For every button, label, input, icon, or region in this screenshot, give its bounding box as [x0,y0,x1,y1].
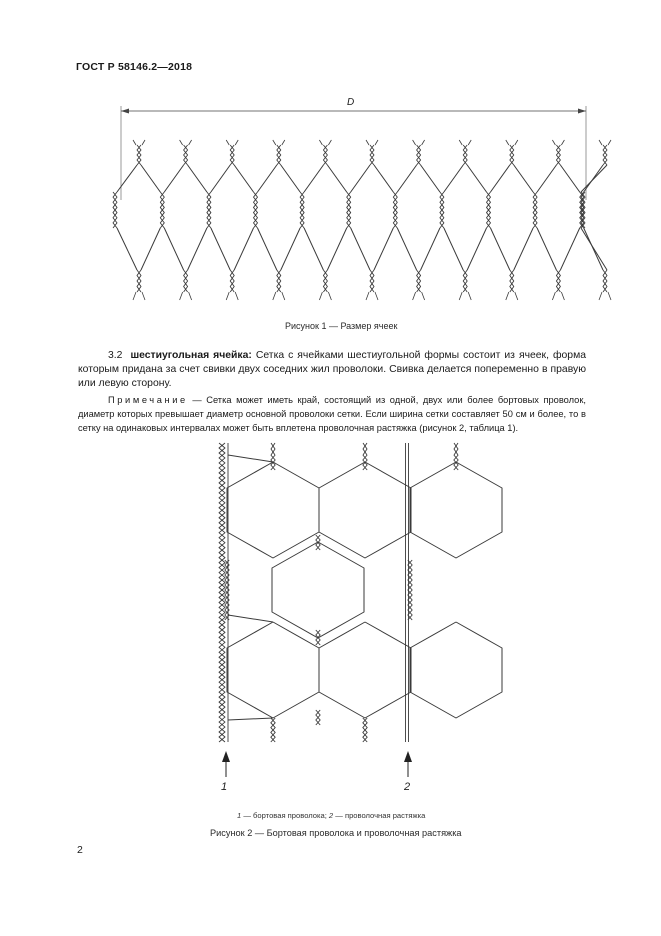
legend-num-1: 1 [237,811,242,820]
fig2-edge-link-2 [228,615,273,622]
arrow-2-head [404,751,412,762]
legend-num-2: 2 [328,811,334,820]
section-number: 3.2 [108,350,123,361]
fig2-top-twist-1-b [363,443,367,455]
term-hexagonal-cell: шестиугольная ячейка: [130,350,252,361]
legend-text-1: — бортовая проволока; [241,811,329,820]
dimension-label-d: D [347,97,355,108]
edge-wire-twist-b [219,443,225,742]
term-definition: Сетка с ячейками шестиугольной формы состоит из ячеек, форма которым придана за счет свивки двух соседних жил проволоки. Свивка делается попеременно в правую или левую сторону. [78,350,586,389]
arrow-label-1: 1 [221,781,228,793]
fig2-edge-link-3 [228,718,273,720]
document-header: ГОСТ Р 58146.2—2018 [76,61,193,73]
fig2-top-twist-2-b [454,443,458,455]
note-label: Примечание [108,395,188,405]
edge-wire-twist-a [219,443,225,742]
arrow-label-2: 2 [404,781,411,793]
fig2-edge-link-0 [228,455,273,462]
fig2-hex-cell-0 [227,462,319,558]
fig2-top-twist-2-a [454,443,458,455]
fig2-top-twist-0-b [271,443,275,455]
fig2-hex-cell-1 [319,462,411,558]
fig2-hex-cell-6 [410,622,502,718]
fig2-hex-cell-5 [319,622,411,718]
fig2-top-twist-0-a [271,443,275,455]
legend-text-2: — проволочная растяжка [333,811,426,820]
figure-2-caption: Рисунок 2 — Бортовая проволока и проволочная растяжка [210,828,462,838]
figure-2-legend [237,811,425,820]
fig2-hex-cell-4 [227,622,319,718]
fig2-top-twist-1-a [363,443,367,455]
arrow-1-head [222,751,230,762]
page-number: 2 [77,844,83,856]
figure-1-caption: Рисунок 1 — Размер ячеек [285,321,398,331]
fig2-hex-cell-2 [410,462,502,558]
note-text: — Сетка может иметь край, состоящий из одной, двух или более бортовых проволок, диаметр которых превышает диаметр основной проволоки сетки. Если ширина сетки составляет 50 см и более, то в сетку на одинаковых интервалах может быть вплетена проволочная растяжка (рисунок 2, таблица 1). [78,395,586,433]
fig2-twist-7-b [316,710,320,725]
fig2-hex-cell-3 [272,542,364,638]
